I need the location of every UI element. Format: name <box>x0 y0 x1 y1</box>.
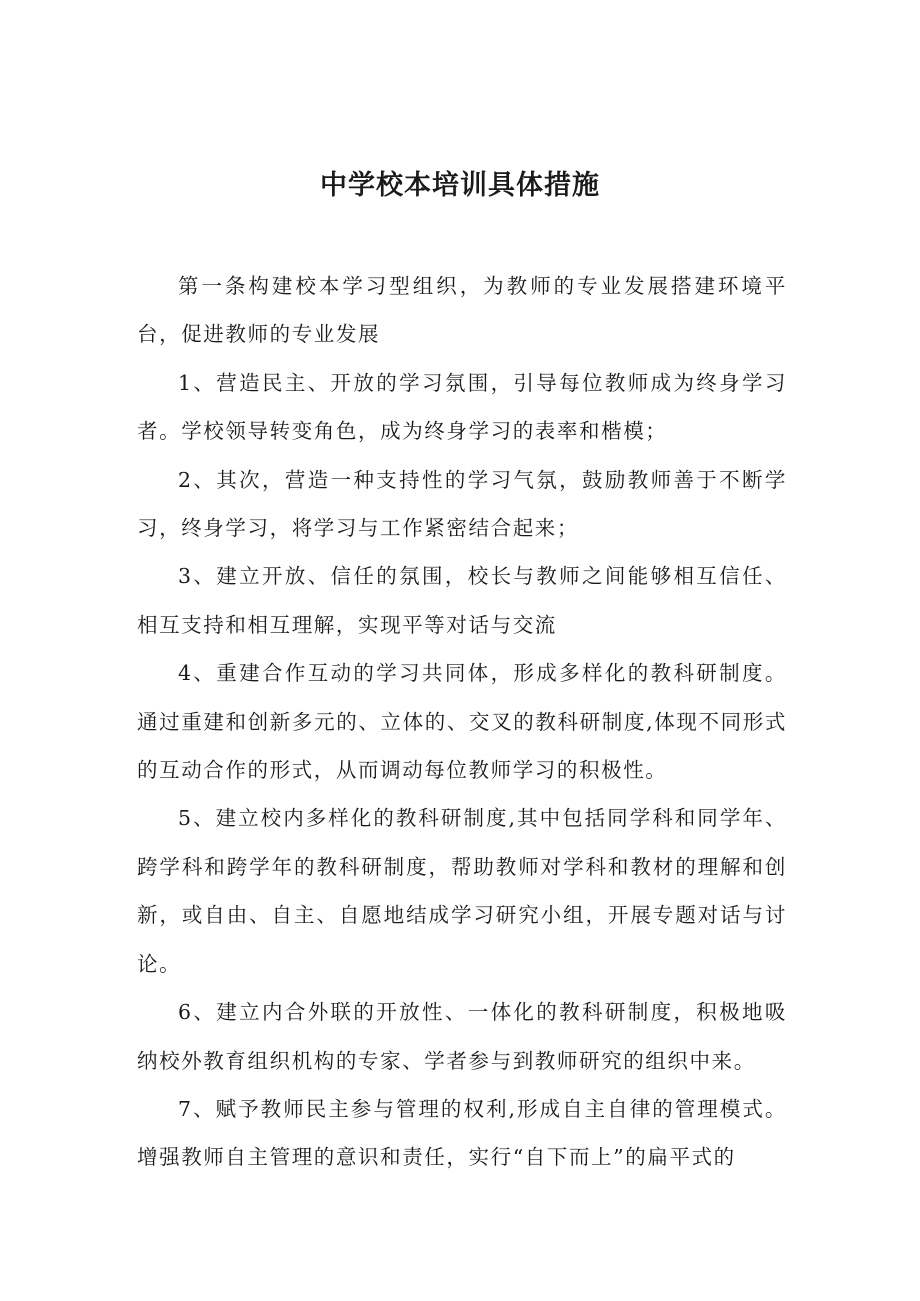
paragraph-item-6: 6、建立内合外联的开放性、一体化的教科研制度，积极地吸纳校外教育组织机构的专家、学者参与到教师研究的组织中来。 <box>137 1000 787 1073</box>
paragraph-item-2: 2、其次，营造一种支持性的学习气氛，鼓励教师善于不断学习，终身学习，将学习与工作紧密结合起来； <box>137 467 787 541</box>
paragraph-item-4: 4、重建合作互动的学习共同体，形成多样化的教科研制度。通过重建和创新多元的、立体的、交叉的教科研制度,体现不同形式的互动合作的形式，从而调动每位教师学习的积极性。 <box>137 661 787 783</box>
paragraph-item-7: 7、赋予教师民主参与管理的权利,形成自主自律的管理模式。增强教师自主管理的意识和责任，实行“自下而上”的扁平式的 <box>137 1096 787 1170</box>
paragraph-article-1: 第一条构建校本学习型组织，为教师的专业发展搭建环境平台，促进教师的专业发展 <box>137 274 787 347</box>
paragraph-item-5: 5、建立校内多样化的教科研制度,其中包括同学科和同学年、跨学科和跨学年的教科研制度，帮助教师对学科和教材的理解和创新，或自由、自主、自愿地结成学习研究小组，开展专题对话与讨论。 <box>137 806 787 976</box>
paragraph-item-3: 3、建立开放、信任的氛围，校长与教师之间能够相互信任、相互支持和相互理解，实现平等对话与交流 <box>137 564 787 637</box>
document-body <box>137 262 787 1182</box>
paragraph-item-1: 1、营造民主、开放的学习氛围，引导每位教师成为终身学习者。学校领导转变角色，成为终身学习的表率和楷模； <box>137 370 787 444</box>
document-title: 中学校本培训具体措施 <box>320 170 600 201</box>
